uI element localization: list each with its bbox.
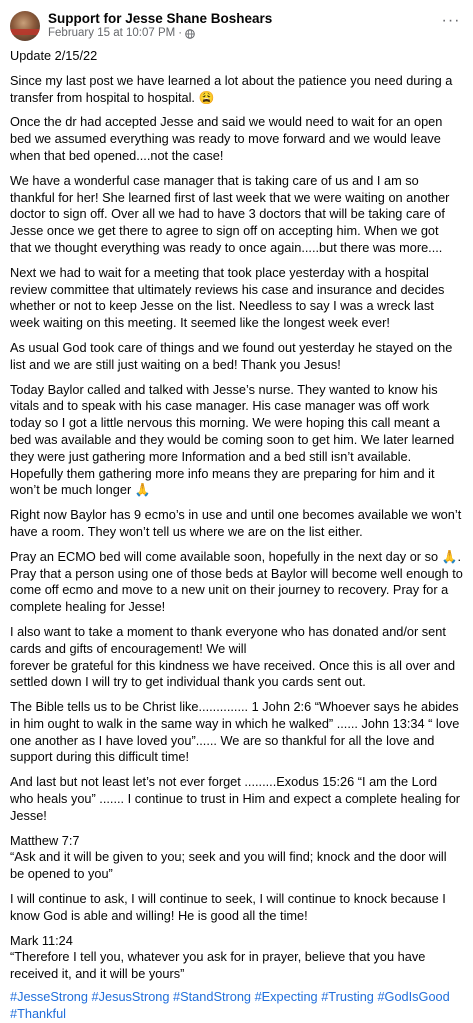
post-paragraph: Mark 11:24 “Therefore I tell you, whatever you ask for in prayer, believe that you have received it, and it will be yours” (10, 932, 426, 982)
post-body (10, 48, 463, 1023)
post-meta (48, 27, 439, 41)
post-paragraph: I will continue to ask, I will continue to seek, I will continue to knock because I know God is able and willing! He is good all the time! (10, 891, 446, 923)
post-paragraph: And last but not least let’s not ever forget .........Exodus 15:26 “I am the Lord who heals you” ....... I continue to trust in Him and expect a complete healing for Jesse! (10, 774, 461, 823)
hashtag-link[interactable]: #Trusting (321, 989, 374, 1005)
post-paragraph: Update 2/15/22 (10, 48, 98, 63)
post-paragraph: Since my last post we have learned a lot about the patience you need during a transfer from hospital to hospital. 😩 (10, 72, 453, 105)
post-paragraph: Today Baylor called and talked with Jesse’s nurse. They wanted to know his vitals and to speak with his case manager. His case manager was off work today so I got a little nervous this morning. We were hoping this call meant a bed was available and they would be coming soon to get him. We later learned they were just gathering more Information and a bed still isn’t available. Hopefully them gathering more info means they are preparing for him and it won’t be much longer 🙏 (10, 381, 455, 498)
hashtag-link[interactable]: #JesusStrong (91, 989, 170, 1005)
post-header-text (48, 11, 439, 41)
hashtag-list (10, 989, 463, 1023)
avatar-detail (10, 29, 40, 35)
meta-separator: · (178, 27, 183, 40)
post-paragraph: The Bible tells us to be Christ like.............. 1 John 2:6 “Whoever says he abides in him ought to walk in the same way in which he walked” ...... John 13:34 “ love one another as I have loved you”...... We are so thankful for all the love and support during this difficult time! (10, 699, 460, 765)
hashtag-link[interactable]: #GodIsGood (377, 989, 450, 1005)
post-paragraph: Matthew 7:7 “Ask and it will be given to you; seek and you will find; knock and the door will be opened to you” (10, 832, 447, 882)
more-options-icon[interactable]: ··· (441, 12, 461, 29)
post-timestamp[interactable]: February 15 at 10:07 PM (48, 27, 176, 40)
hashtag-link[interactable]: #StandStrong (173, 989, 252, 1005)
post-header (10, 0, 463, 48)
hashtag-link[interactable]: #Expecting (254, 989, 318, 1005)
post-paragraph: Next we had to wait for a meeting that took place yesterday with a hospital review committee that ultimately reviews his case and insurance and decides whether or not to keep Jesse on the list. Needless to say I was a wreck last week waiting on this meeting. It seemed like the longest week ever! (10, 264, 445, 331)
post-paragraph: I also want to take a moment to thank everyone who has donated and/or sent cards and gifts of encouragement! We will forever be grateful for this kindness we have received. Once this is all over and settled down I will try to get individual thank you cards sent out. (10, 623, 456, 690)
post-paragraph: Once the dr had accepted Jesse and said we would need to wait for an open bed we assumed everything was ready to move forward and we would leave when that bed opened....not the case! (10, 114, 443, 163)
globe-icon (185, 29, 195, 39)
hashtag-link[interactable]: #JesseStrong (10, 989, 88, 1005)
post-paragraph: Pray an ECMO bed will come available soon, hopefully in the next day or so 🙏. Pray that a person using one of those beds at Baylor will become well enough to come off ecmo and move to a new unit on their journey to recovery. Pray for a complete healing for Jesse! (10, 548, 463, 615)
avatar[interactable] (10, 11, 40, 41)
post-paragraph: We have a wonderful case manager that is taking care of us and I am so thankful for her! She learned first of last week that we were waiting on another doctor to sign off. Over all we had to have 3 doctors that will be taking care of Jesse once we get there to agree to sign off on accepting him. When we got that we thought everything was ready to once again.....but there was more.... (10, 172, 450, 255)
hashtag-link[interactable]: #Thankful (10, 1005, 66, 1021)
post-paragraph: As usual God took care of things and we found out yesterday he stayed on the list and we are still just waiting on a bed! Thank you Jesus! (10, 339, 453, 372)
page-name-link[interactable]: Support for Jesse Shane Boshears (48, 11, 273, 26)
post-paragraph: Right now Baylor has 9 ecmo’s in use and until one becomes available we won’t have a room. They won’t tell us where we are on the list either. (10, 507, 462, 539)
